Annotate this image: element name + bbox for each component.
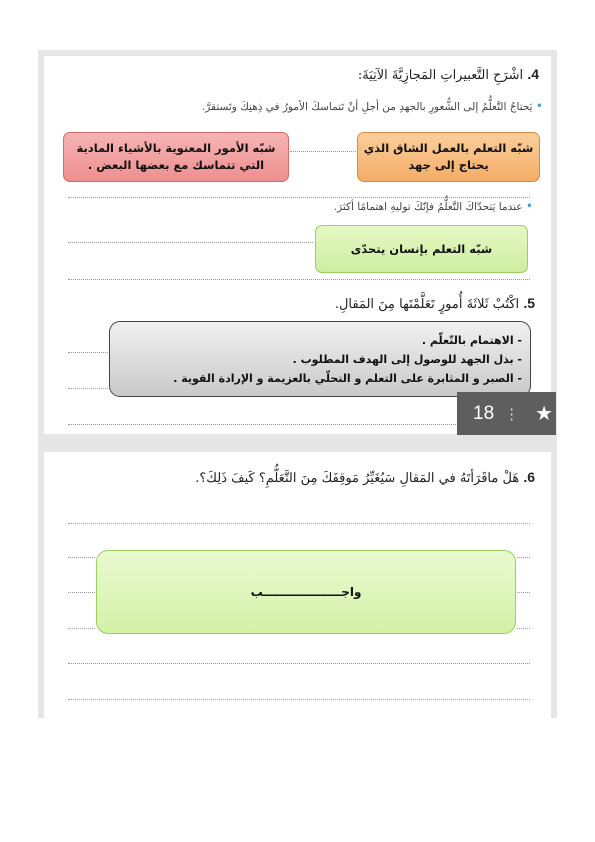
list-item: - الاهتمام بالتّعلّم . — [421, 333, 522, 347]
bullet-icon: • — [535, 99, 543, 113]
bullet-icon: • — [525, 199, 533, 213]
question-6-number: 6. — [523, 469, 535, 485]
separator-icon: ⋮ — [504, 405, 520, 423]
page-number-badge — [457, 392, 556, 435]
answer-line — [68, 352, 108, 353]
answer-c-text: شبّه التعلم بإنسان يتحدّى — [350, 242, 493, 256]
answer-line — [68, 523, 530, 524]
answer-line — [68, 424, 456, 425]
answer-line — [290, 151, 356, 152]
answer-line — [68, 242, 313, 243]
question-4-title — [358, 66, 539, 83]
answer-line — [68, 279, 530, 280]
star-icon: ★ — [535, 403, 554, 425]
question-6-text: هَلْ ماقَرَأتَهُ في المَقالِ سَيُغَيِّرُ مَوقِفَكَ مِنَ التَّعَلُّمِ؟ كَيفَ ذَلِكَ؟. — [195, 471, 520, 486]
answer-line — [68, 628, 95, 629]
answer-line — [517, 592, 530, 593]
question-5-text: اكْتُبْ ثَلاثَةَ أُمورٍ تَعَلَّمْتَها مِنَ المَقالِ. — [334, 297, 520, 312]
answer-box-a — [357, 132, 540, 182]
answer-line — [68, 388, 108, 389]
q4-bullet-line-2 — [334, 199, 533, 213]
answer-box-b — [63, 132, 289, 182]
answer-b-text: شبّه الأمور المعنوية بالأشياء المادية التي تتماسك مع بعضها البعض . — [76, 141, 276, 172]
list-item: - الصبر و المثابرة على التعلم و التحلّي بالعزيمة و الإرادة القوية . — [173, 371, 522, 385]
answer-box-homework — [96, 550, 516, 634]
page-number: 18 — [473, 402, 495, 424]
question-4-number: 4. — [527, 66, 539, 82]
question-6-title — [195, 469, 535, 486]
homework-text: واجـــــــــــــــــــب — [250, 585, 362, 599]
question-5-title — [335, 295, 535, 312]
answer-line — [68, 663, 530, 664]
answer-line — [517, 557, 530, 558]
learned-items-list — [173, 331, 522, 388]
answer-box-list — [109, 321, 531, 397]
question-5-number: 5. — [523, 295, 535, 311]
answer-box-c — [315, 225, 528, 273]
answer-a-text: شبّه التعلم بالعمل الشاق الذي يحتاج إلى جهد — [363, 141, 534, 172]
q4-sentence-2: عندما يَتحدّاكَ التَّعلُّمُ فإنّكَ توليهِ اهتمامًا أكثرَ. — [333, 201, 523, 213]
answer-line — [68, 699, 530, 700]
question-4-text: اشْرَحِ التَّعبيراتِ المَجازِيَّةَ الآتِيَةَ: — [357, 68, 524, 83]
answer-line — [68, 592, 95, 593]
answer-line — [68, 557, 95, 558]
q4-sentence-1: يَحتاجُ التَّعلُّمُ إلى الشُّعورِ بالجهدِ من أجلِ أنْ تَتماسكَ الأمورُ في ذِهنِكَ وتَستقرَّ. — [201, 101, 533, 113]
q4-bullet-line-1 — [202, 99, 543, 113]
answer-line — [68, 197, 530, 198]
answer-line — [517, 628, 530, 629]
list-item: - بذل الجهد للوصول إلى الهدف المطلوب . — [292, 352, 522, 366]
